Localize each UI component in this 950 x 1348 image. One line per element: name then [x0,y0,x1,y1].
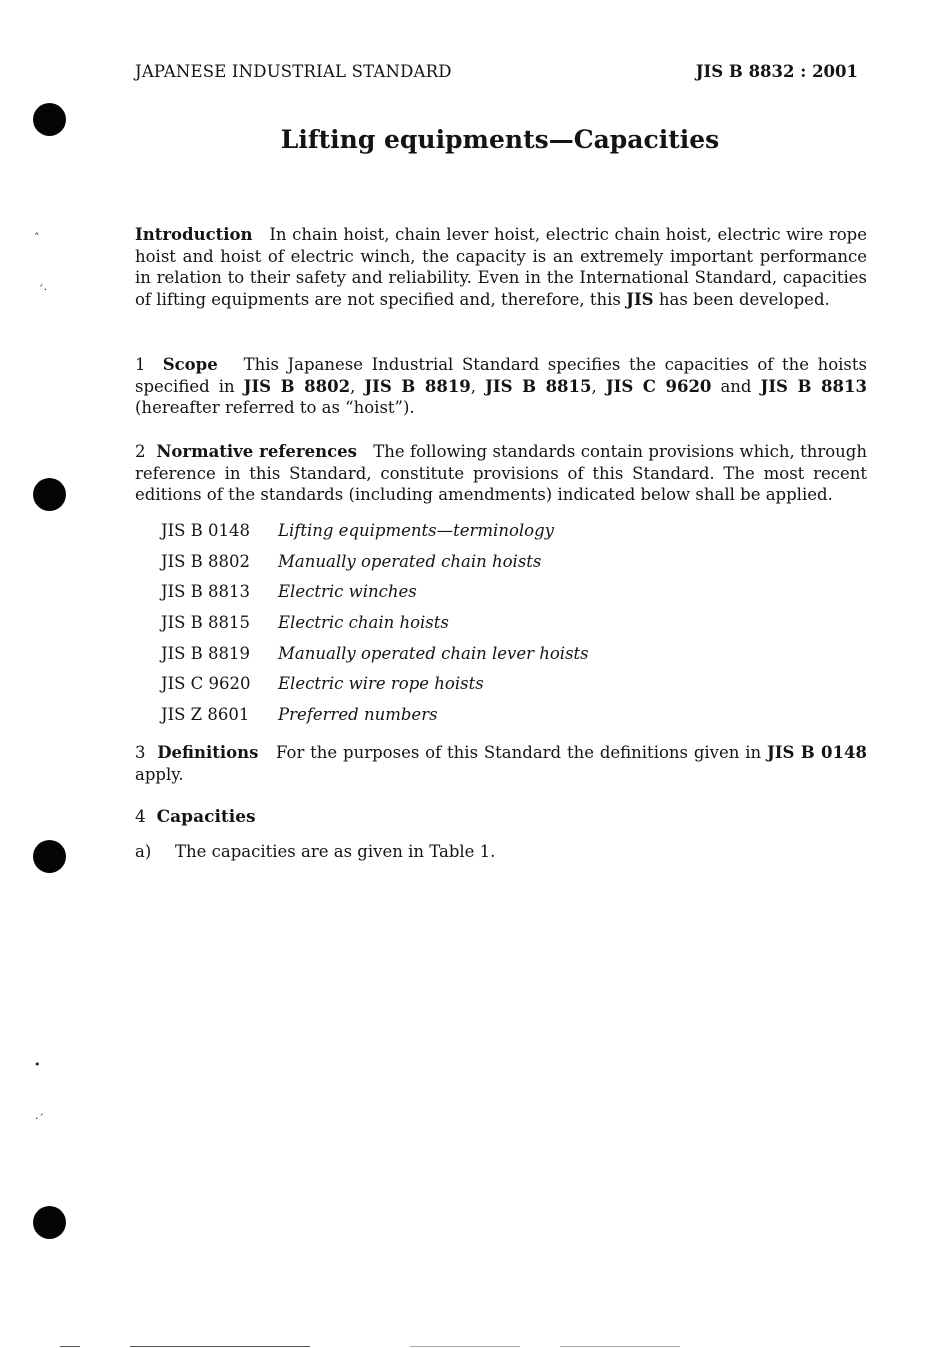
scope-paragraph [135,354,867,419]
header-standard-number: JIS B 8832 : 2001 [695,62,858,81]
scope-separator: , [350,376,365,396]
scan-speck: • [34,1058,41,1071]
list-item [161,546,589,577]
normative-references-heading: Normative references [156,442,357,461]
reference-title: Preferred numbers [278,704,438,724]
scope-separator: , [470,376,486,396]
introduction-paragraph [135,224,867,311]
capacities-item-text: The capacities are as given in Table 1. [175,842,496,861]
reference-code: JIS B 8813 [161,582,251,602]
normative-references-paragraph [135,441,867,506]
introduction-text: In chain hoist, chain lever hoist, electric chain hoist, electric wire rope hoist and hoist of electric winch, the capacity is an extremely important performance in relation to their safety and reliability. Even in the International Standard, capacities of lifting equipments are not specified and, therefore, this [135,225,867,310]
list-item [161,668,589,699]
scope-separator: , [591,376,606,396]
introduction-text-end: has been developed. [653,290,830,310]
list-item [161,607,589,638]
reference-title: Electric winches [278,582,417,602]
document-title: Lifting equipments—Capacities [280,125,720,154]
reference-code: JIS B 8815 [161,612,251,632]
definitions-ref: JIS B 0148 [766,743,867,762]
capacities-item-label: a) [135,842,152,861]
punch-hole [33,478,66,511]
reference-title: Manually operated chain lever hoists [278,643,589,663]
scan-speck: ´· [38,283,47,296]
reference-code: JIS B 0148 [161,520,251,540]
reference-code: JIS B 8819 [161,643,251,663]
punch-hole [33,840,66,873]
scope-ref: JIS C 9620 [605,376,712,396]
definitions-text: For the purposes of this Standard the definitions given in [275,743,767,762]
definitions-number: 3 [135,743,146,762]
scope-ref: JIS B 8802 [243,376,351,396]
definitions-text-end: apply. [135,764,184,784]
list-item [161,638,589,669]
introduction-jis: JIS [626,290,654,310]
scope-separator: and [711,376,761,396]
capacities-heading-row [135,807,256,827]
list-item [161,576,589,607]
scope-ref: JIS B 8815 [485,376,592,396]
footer-scan-line [410,1346,520,1347]
reference-code: JIS Z 8601 [161,704,250,724]
normative-references-text: The following standards contain provisions which, through reference in this Standard, constitute provisions of this Standard. The most recent editions of the standards (including amendments) indicated below shall be applied. [135,442,867,505]
capacities-item [135,842,495,861]
scope-heading: Scope [162,355,218,374]
reference-title: Manually operated chain hoists [278,551,542,571]
header-standard-label: JAPANESE INDUSTRIAL STANDARD [135,62,452,81]
reference-list [161,515,589,730]
introduction-heading: Introduction [135,225,253,244]
normative-references-number: 2 [135,442,146,461]
definitions-heading: Definitions [157,743,259,762]
scope-number: 1 [135,355,146,374]
scope-text-end: (hereafter referred to as “hoist”). [135,398,415,418]
reference-title: Lifting equipments—terminology [278,520,554,540]
definitions-paragraph [135,742,867,785]
scope-ref: JIS B 8813 [760,376,867,396]
reference-title: Electric wire rope hoists [278,674,484,694]
reference-code: JIS C 9620 [161,674,251,694]
scope-text: This Japanese Industrial Standard specifies the capacities of the hoists specified in [135,355,867,396]
scan-speck: ·ˊ [35,1112,44,1125]
scan-speck: ˄ [34,231,40,244]
scope-ref: JIS B 8819 [364,376,471,396]
footer-scan-line [560,1346,680,1347]
capacities-number: 4 [135,807,146,827]
reference-title: Electric chain hoists [278,612,449,632]
reference-code: JIS B 8802 [161,551,251,571]
punch-hole [33,1206,66,1239]
footer-scan-line [60,1346,80,1347]
capacities-heading: Capacities [156,807,256,827]
list-item [161,699,589,730]
footer-scan-line [130,1346,310,1347]
list-item [161,515,589,546]
